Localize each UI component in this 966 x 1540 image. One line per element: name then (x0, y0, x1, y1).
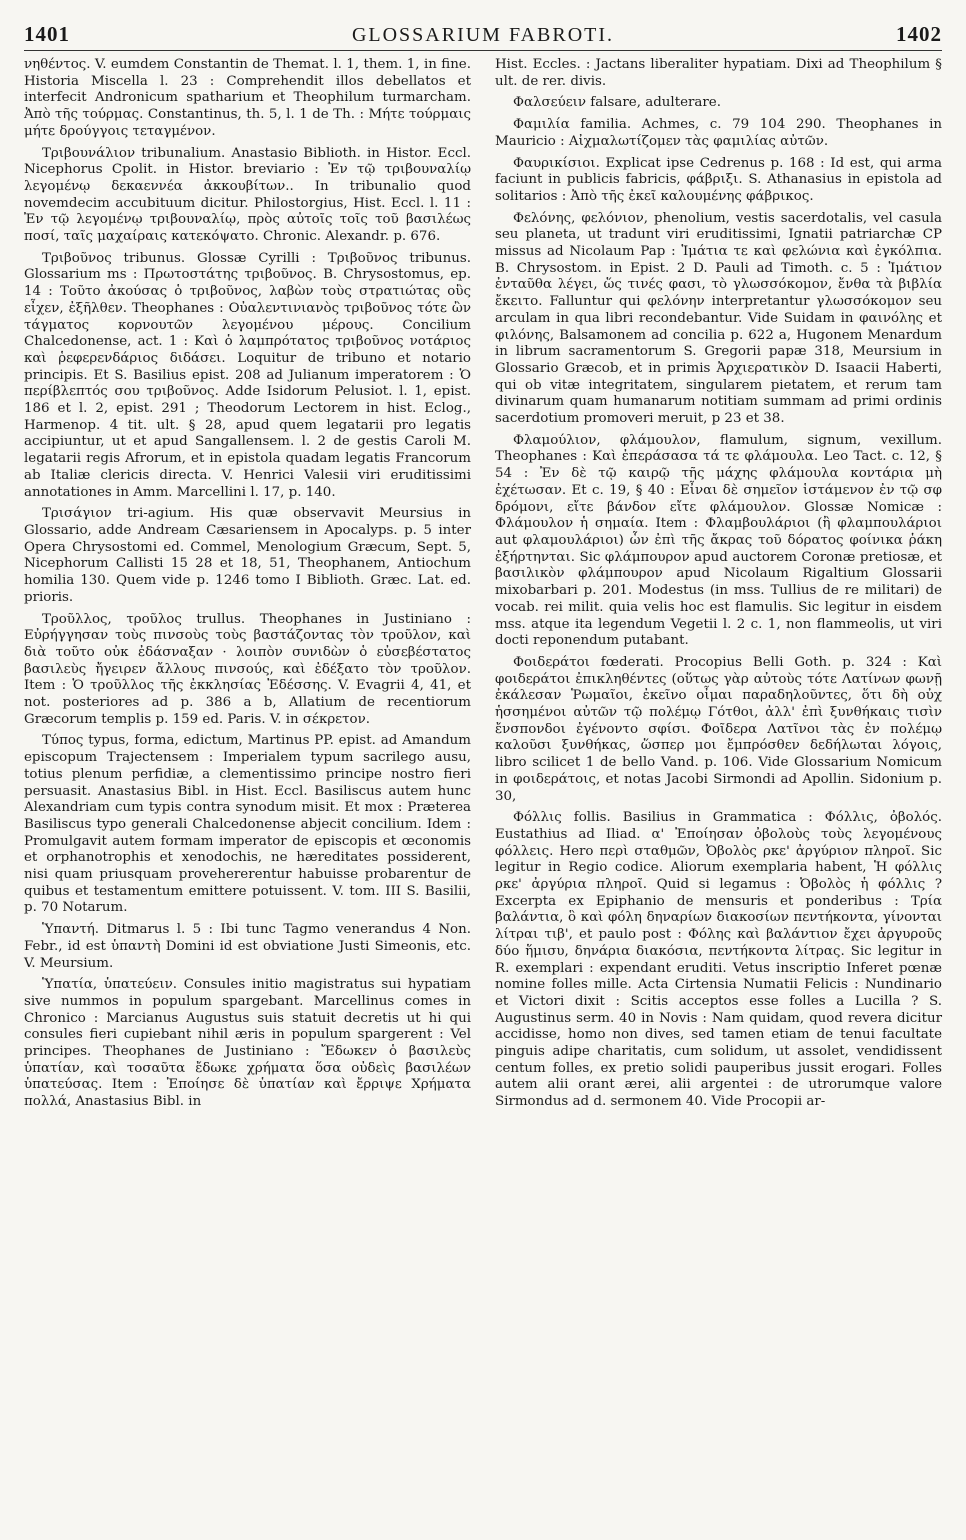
entry-paragraph: Φαμιλία familia. Achmes, c. 79 104 290. Theophanes in Mauricio : Αἰχμαλωτίζομεν τὰς φαμιλίας αὐτῶν. (495, 117, 942, 149)
entry-paragraph: Φελόνης, φελόνιον, phenolium, vestis sacerdotalis, vel casula seu planeta, ut tradunt viri eruditissimi, Ignatii patriarchæ CP missus ad Nicolaum Pap : Ἱμάτια τε καὶ φελώνια καὶ ἐγκόλπια. B. Chrysostom. in Epist. 2 D. Pauli ad Timoth. c. 5 : Ἱμάτιον ἐνταῦθα λέγει, ὥς τινές φασι, τὸ γλωσσόκομον, ἔνθα τὰ βιβλία ἔκειτο. Falluntur qui φελόνην interpretantur γλωσσόκομον seu arculam in qua libri recondebantur. Vide Suidam in φαινόλης et φιλόνης, Balsamonem ad concilia p. 622 a, Hugonem Menardum in librum sacramentorum S. Gregorii papæ 318, Meursium in Glossario Græcob, et in primis Ἀρχιερατικὸν D. Isaacii Haberti, qui ob vitæ integritatem, singularem pietatem, et rerum tam divinarum quam humanarum notitiam summam ad primi ordinis sacerdotium promoveri meruit, p 23 et 38. (495, 210, 942, 427)
entry-paragraph: Τρισάγιον tri-agium. His quæ observavit Meursius in Glossario, adde Andream Cæsariensem in Apocalyps. p. 5 inter Opera Chrysostomi ed. Commel, Menologium Græcum, Sept. 5, Nicephorum Callisti 15 28 et 18, 51, Theophanem, Antiochum homilia 130. Quem vide p. 1246 tomo I Biblioth. Græc. Lat. ed. prioris. (24, 506, 471, 605)
entry-paragraph: Φαλσεύειν falsare, adulterare. (513, 95, 721, 111)
entry-paragraph: Hist. Eccles. : Jactans liberaliter hypatiam. Dixi ad Theophilum § ult. de rer. divis. (495, 57, 942, 89)
entry-paragraph: Τριβοῦνος tribunus. Glossæ Cyrilli : Τριβοῦνος tribunus. Glossarium ms : Πρωτοστάτης τριβοῦνος. B. Chrysostomus, ep. 14 : Τοῦτο ἀκούσας ὁ τριβοῦνος, λαβὼν τοὺς στρατιώτας οὓς εἶχεν, ἐξῆλθεν. Theophanes : Οὐαλεντινιανὸς τριβοῦνος τότε ὢν τάγματος κορνουτῶν λεγομένου μέρους. Concilium Chalcedonense, act. 1 : Καὶ ὁ λαμπρότατος τριβοῦνος νοτάριος καὶ ῥεφερενδάριος διδάσει. Loquitur de tribuno et notario principis. Et S. Basilius epist. 208 ad Julianum imperatorem : Ὁ περίβλεπτός σου τριβοῦνος. Adde Isidorum Pelusiot. l. 1, epist. 186 et l. 2, epist. 291 ; Theodorum Lectorem in hist. Eclog., Harmenop. 4 tit. ult. § 28, apud quem legatarii pro legatis accipiuntur, ut et apud Sangallensem. l. 2 de gestis Caroli M. legatarii regis Afrorum, et in epistola quadam legatis Francorum ab Italiæ clericis directa. V. Henrici Valesii viri eruditissimi annotationes in Amm. Marcellini l. 17, p. 140. (24, 250, 471, 500)
entry-paragraph: Τύπος typus, forma, edictum, Martinus PP. epist. ad Amandum episcopum Trajectensem : Imperialem typum sacrilego ausu, totius plenum perfidiæ, a clementissimo principe nostro fieri persuasit. Anastasius Bibl. in Hist. Eccl. Basiliscus autem hunc Alexandriam cum typis contra synodum misit. Et mox : Præterea Basiliscus typo generali Chalcedonense abjecit concilium. Idem : Promulgavit autem formam imperator de episcopis et œconomis et orphanotrophis et xenodochis, ne hæreditates possiderent, nisi quam priusquam provehererentur habuisse probarentur de quibus et testamentum emittere potuissent. V. tom. III S. Basilii, p. 70 Notarum. (24, 733, 471, 916)
entry-paragraph: Φόλλις follis. Basilius in Grammatica : Φόλλις, ὀβολός. Eustathius ad Iliad. α' Ἐποίησαν ὀβολοὺς τοὺς λεγομένους φόλλεις. Hero περὶ σταθμῶν, Ὀβολὸς ρκε' ἀργύριον πληροῖ. Sic legitur in Regio codice. Aliorum exemplaria habent, Ἡ φόλλις ρκε' ἀργύρια πληροῖ. Quid si legamus : Ὀβολὸς ἡ φόλλις ? Excerpta ex Epiphanio de mensuris et ponderibus : Τρία βαλάντια, ὃ καὶ φόλη δηναρίων διακοσίων πεντήκοντα, γίνονται λίτραι τιβ', et paulo post : Φόλης καὶ βαλάντιον ἔχει ἀργυροῦς δύο ἥμισυ, δηνάρια διακόσια, πεντήκοντα λίτρας. Sic legitur in R. exemplari : expendant eruditi. Vetus inscriptio Inferet pœnæ nomine folles mille. Acta Cirtensia Numatii Felicis : Nundinario et Victori dixit : Scitis acceptos esse folles a Lucilla ? S. Augustinus serm. 40 in Novis : Nam quidam, quod revera dicitur accidisse, homo non dives, sed tamen etiam de tenui facultate pinguis adipe charitatis, cum solidum, ut assolet, vendidissent centum folles, ex pretio solidi pauperibus jussit erogari. Folles autem alii orant ærei, alii argentei : de utrorumque valore Sirmondus ad d. sermonem 40. Vide Procopii ar- (495, 810, 942, 1110)
entry-paragraph: νηθέντος. V. eumdem Constantin de Themat. l. 1, them. 1, in fine. Historia Miscella l. 23 : Comprehendit illos debellatos et interfecit Andronicum spatharium et Theophilum turmarcham. Ἀπὸ τῆς τούρμας. Constantinus, th. 5, l. 1 de Th. : Μήτε τούρμαις μήτε δρούγγοις τεταγμένον. (24, 57, 471, 139)
entry-paragraph: Τριβουνάλιον tribunalium. Anastasio Biblioth. in Histor. Eccl. Nicephorus Cpolit. in Histor. breviario : Ἐν τῷ τριβουναλίῳ λεγομένῳ δεκαεννέα ἀκκουβίτων.. In tribunalio quod novemdecim accubituum dicitur. Philostorgius, Hist. Eccl. l. 11 : Ἐν τῷ λεγομένῳ τριβουναλίῳ, πρὸς αὐτοῖς τοῖς τοῦ βασιλέως ποσί, ταῖς μαχαίραις κατεκόψατο. Chronic. Alexandr. p. 676. (24, 145, 471, 245)
page-number-right: 1402 (895, 22, 942, 46)
entry-paragraph: Ὑπατία, ὑπατεύειν. Consules initio magistratus sui hypatiam sive nummos in populum spargebant. Marcellinus comes in Chronico : Marcianus Augustus suis statuit decretis ut hi qui consules fieri cupiebant nihil æris in populum spargerent : Vel principes. Theophanes de Justiniano : Ἔδωκεν ὁ βασιλεὺς ὑπατίαν, καὶ τοσαῦτα ἔδωκε χρήματα ὅσα οὐδεὶς βασιλέων ὑπατεύσας. Item : Ἐποίησε δὲ ὑπατίαν καὶ ἔρριψε Χρήματα πολλά, Anastasius Bibl. in (24, 977, 471, 1110)
text-columns (24, 57, 942, 1111)
running-head (24, 22, 942, 51)
entry-paragraph: Τροῦλλος, τροῦλος trullus. Theophanes in Justiniano : Εὐρήγγησαν τοὺς πινσοὺς τοὺς βαστάζοντας τὸν τροῦλον, καὶ διὰ τοῦτο οὐκ ἐδάσναξαν · λοιπὸν συνιδὼν ὁ εὐσεβέστατος βασιλεὺς ἤγειρεν ἄλλους πινσούς, καὶ ἐδέξατο τὸν τροῦλον. Item : Ὁ τροῦλλος τῆς ἐκκλησίας Ἐδέσσης. V. Evagrii 4, 41, et not. posteriores ad p. 386 a b, Allatium de recentiorum Græcorum templis p. 159 ed. Paris. V. in σέκρετον. (24, 611, 471, 727)
left-column (24, 57, 471, 1111)
entry-paragraph: Φαυρικίσιοι. Explicat ipse Cedrenus p. 168 : Id est, qui arma faciunt in publicis fabricis, φάβριξι. S. Athanasius in epistola ad solitarios : Ἀπὸ τῆς ἐκεῖ καλουμένης φάβρικος. (495, 155, 942, 204)
right-column (495, 57, 942, 1111)
entry-paragraph: Ὑπαντή. Ditmarus l. 5 : Ibi tunc Tagmo venerandus 4 Non. Febr., id est ὑπαντὴ Domini id est obviatione Justi Simeonis, etc. V. Meursium. (24, 922, 471, 971)
entry-paragraph: Φλαμούλιον, φλάμουλον, flamulum, signum, vexillum. Theophanes : Καὶ ἐπεράσασα τά τε φλάμουλα. Leo Tact. c. 12, § 54 : Ἐν δὲ τῷ καιρῷ τῆς μάχης φλάμουλα κοντάρια μὴ ἐχέτωσαν. Et c. 19, § 40 : Εἶναι δὲ σημεῖον ἱστάμενον ἐν τῷ σφ δρόμονι, εἴτε βάνδον εἴτε φλάμουλον. Glossæ Nomicæ : Φλάμουλον ἡ σημαία. Item : Φλαμβουλάριοι (ἢ φλαμπουλάριοι aut φλαμουλάριοι) ὧν ἐπὶ τῆς ἄκρας τοῦ δόρατος φοίνικα ῥάκη ἐξήρτηνται. Sic φλάμπουρον apud auctorem Coronæ pretiosæ, et βασιλικὸν φλάμπουρον apud Nicolaum Rigaltium Glossarii mixobarbari p. 201. Modestus (in mss. Tullius de re militari) de vocab. rei milit. quia velis hoc est flamulis. Sic legitur in eisdem mss. atque ita legendum Vegetii l. 2 c. 1, non flammeolis, ut viri docti reponendum putabant. (495, 432, 942, 649)
page-title: GLOSSARIUM FABROTI. (351, 24, 615, 46)
entry-paragraph: Φοιδεράτοι fœderati. Procopius Belli Goth. p. 324 : Καὶ φοιδεράτοι ἐπικληθέντες (οὕτως γὰρ αὐτοὺς τότε Λατίνων φωνῇ ἐκάλεσαν Ῥωμαῖοι, ἐκεῖνο οἶμαι παραδηλοῦντες, ὅτι δὴ οὐχ ἡσσημένοι αὐτῶν τῷ πολέμῳ Γότθοι, ἀλλ' ἐπὶ ξυνθήκαις τισὶν ἔνσπονδοι ἐγένοντο σφίσι. Φοῖδερα Λατῖνοι τὰς ἐν πολέμῳ καλοῦσι ξυνθήκας, ὥσπερ μοι ἔμπρόσθεν δεδήλωται λόγοις, libro scilicet 1 de bello Vand. p. 106. Vide Glossarium Nomicum in φοιδεράτοις, et notas Jacobi Sirmondi ad Apollin. Sidonium p. 30, (495, 654, 942, 804)
page-number-left: 1401 (24, 22, 70, 46)
